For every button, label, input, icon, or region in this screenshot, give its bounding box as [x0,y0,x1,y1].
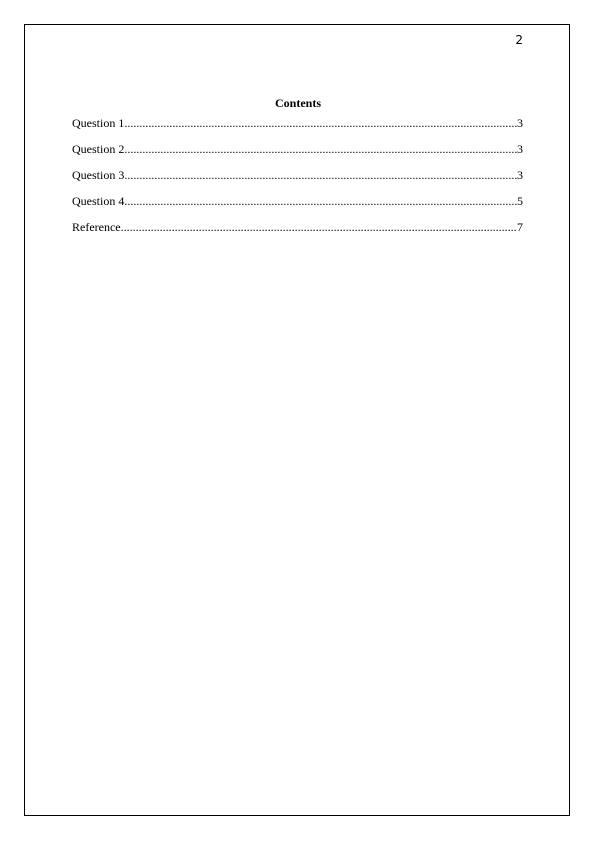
table-of-contents [72,116,523,246]
toc-dot-leader [124,142,517,156]
toc-entry-question-4[interactable] [72,194,523,220]
toc-entry-page: 7 [517,220,523,234]
toc-entry-page: 3 [517,142,523,156]
toc-entry-label: Reference [72,220,121,234]
page-number: 2 [515,33,523,47]
toc-dot-leader [124,168,517,182]
toc-entry-reference[interactable] [72,220,523,246]
toc-title: Contents [274,96,321,110]
toc-entry-label: Question 2 [72,142,125,156]
toc-entry-question-3[interactable] [72,168,523,194]
toc-entry-label: Question 3 [72,168,125,182]
toc-entry-page: 5 [517,194,523,208]
toc-dot-leader [124,116,517,130]
toc-entry-question-2[interactable] [72,142,523,168]
toc-entry-page: 3 [517,168,523,182]
toc-entry-label: Question 4 [72,194,125,208]
toc-entry-label: Question 1 [72,116,125,130]
toc-entry-question-1[interactable] [72,116,523,142]
toc-entry-page: 3 [517,116,523,130]
toc-dot-leader [121,220,517,234]
toc-dot-leader [124,194,517,208]
